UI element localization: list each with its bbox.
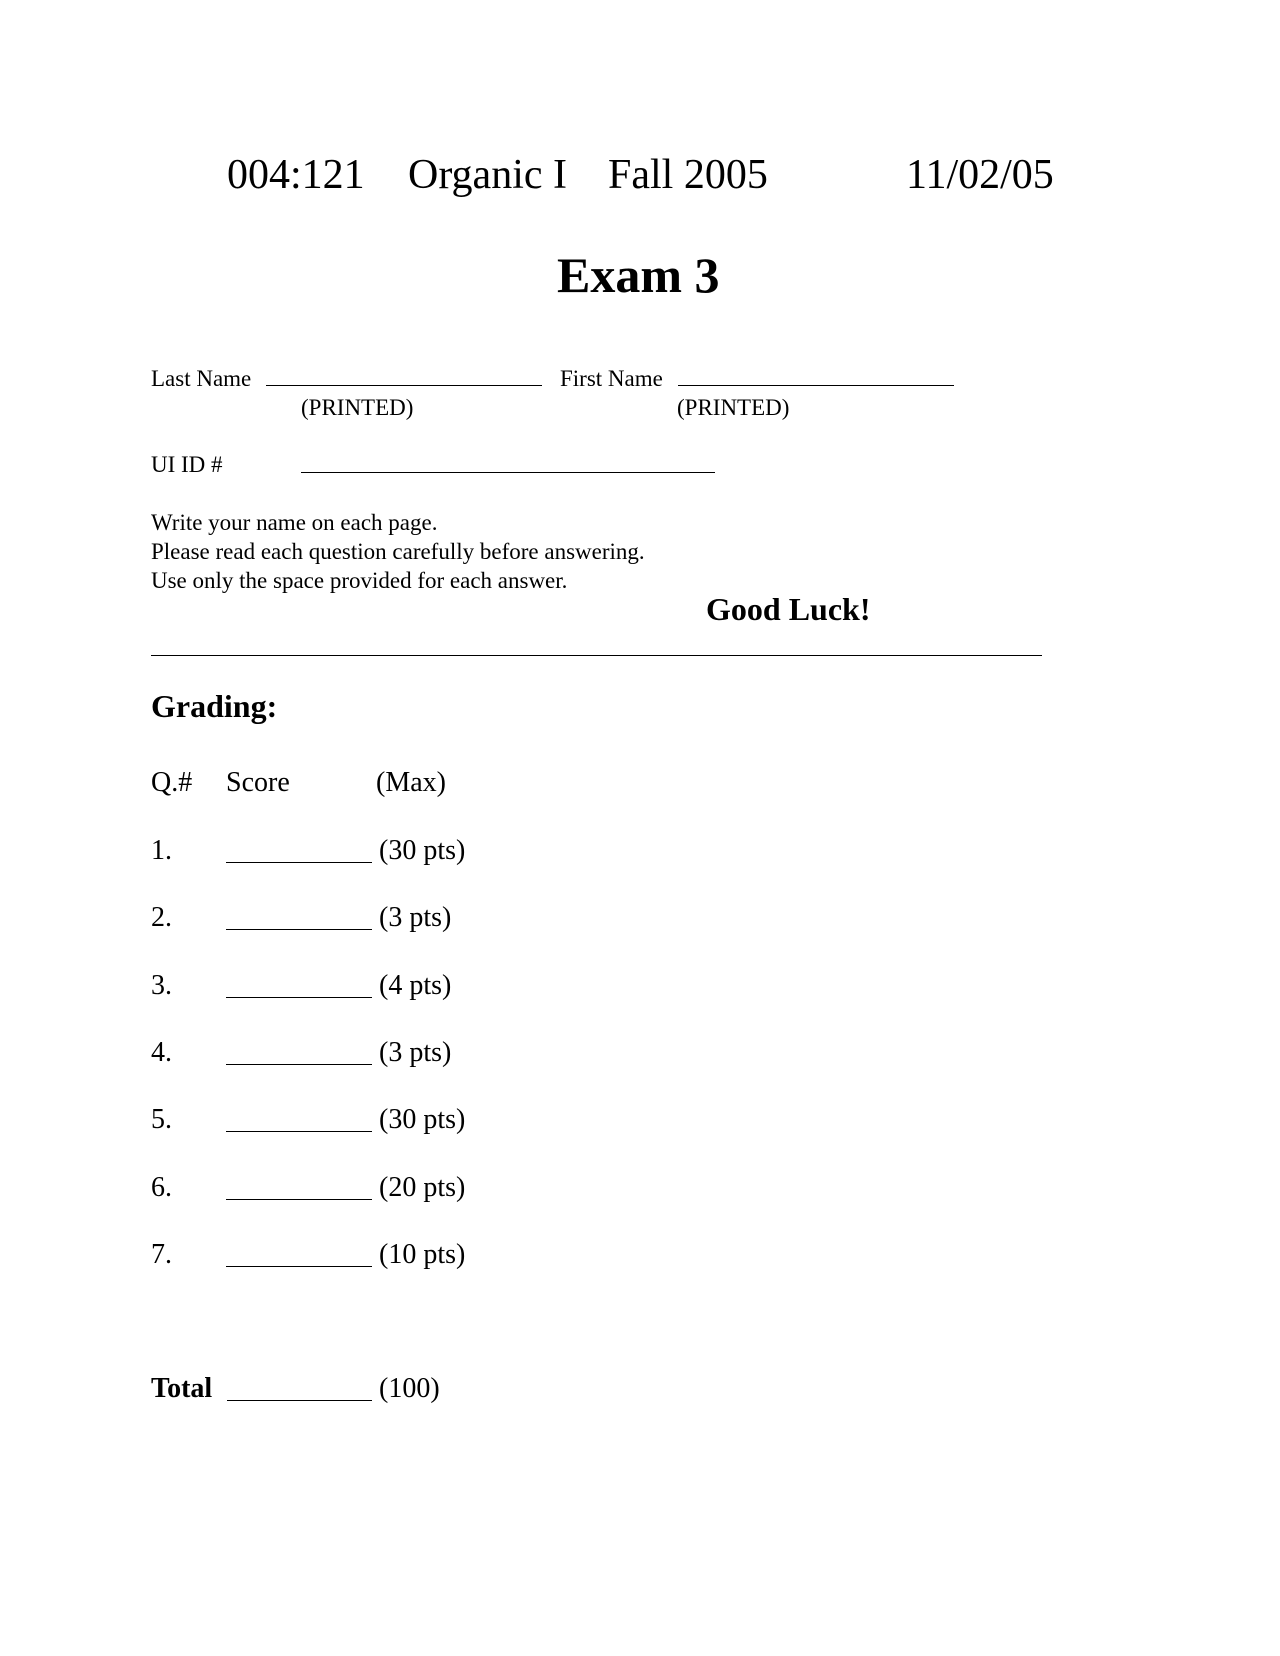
total-max: (100) — [379, 1373, 440, 1404]
score-field[interactable] — [226, 1199, 372, 1200]
ui-id-field[interactable] — [301, 472, 715, 473]
first-name-field[interactable] — [678, 385, 954, 386]
last-name-label: Last Name — [151, 366, 252, 391]
max-points: (30 pts) — [379, 1104, 466, 1135]
question-number: 2. — [151, 902, 172, 933]
question-number: 7. — [151, 1239, 172, 1270]
max-points: (3 pts) — [379, 1037, 452, 1068]
max-points: (20 pts) — [379, 1172, 466, 1203]
divider — [151, 655, 1042, 656]
course-name: Organic I — [408, 152, 567, 198]
instruction-line: Please read each question carefully before answering. — [151, 539, 645, 564]
score-field[interactable] — [226, 1064, 372, 1065]
max-points: (30 pts) — [379, 835, 466, 866]
score-field[interactable] — [226, 1131, 372, 1132]
score-field[interactable] — [226, 1266, 372, 1267]
score-field[interactable] — [226, 997, 372, 998]
term: Fall 2005 — [608, 152, 768, 198]
max-points: (3 pts) — [379, 902, 452, 933]
first-name-label: First Name — [560, 366, 663, 391]
column-header-max: (Max) — [376, 767, 446, 798]
max-points: (10 pts) — [379, 1239, 466, 1270]
good-luck-text: Good Luck! — [706, 591, 871, 627]
last-name-field[interactable] — [266, 385, 542, 386]
instruction-line: Write your name on each page. — [151, 510, 438, 535]
total-score-field[interactable] — [227, 1400, 372, 1401]
instruction-line: Use only the space provided for each answer. — [151, 568, 568, 593]
max-points: (4 pts) — [379, 970, 452, 1001]
course-number: 004:121 — [227, 152, 365, 198]
grading-heading: Grading: — [151, 688, 278, 724]
page-title: Exam 3 — [557, 247, 720, 303]
column-header-question: Q.# — [151, 767, 193, 798]
exam-date: 11/02/05 — [906, 152, 1054, 198]
question-number: 3. — [151, 970, 172, 1001]
first-name-printed-note: (PRINTED) — [677, 395, 790, 420]
score-field[interactable] — [226, 862, 372, 863]
score-field[interactable] — [226, 929, 372, 930]
total-label: Total — [151, 1373, 213, 1404]
last-name-printed-note: (PRINTED) — [301, 395, 414, 420]
question-number: 4. — [151, 1037, 172, 1068]
column-header-score: Score — [226, 767, 290, 798]
ui-id-label: UI ID # — [151, 452, 223, 477]
question-number: 1. — [151, 835, 172, 866]
question-number: 6. — [151, 1172, 172, 1203]
question-number: 5. — [151, 1104, 172, 1135]
